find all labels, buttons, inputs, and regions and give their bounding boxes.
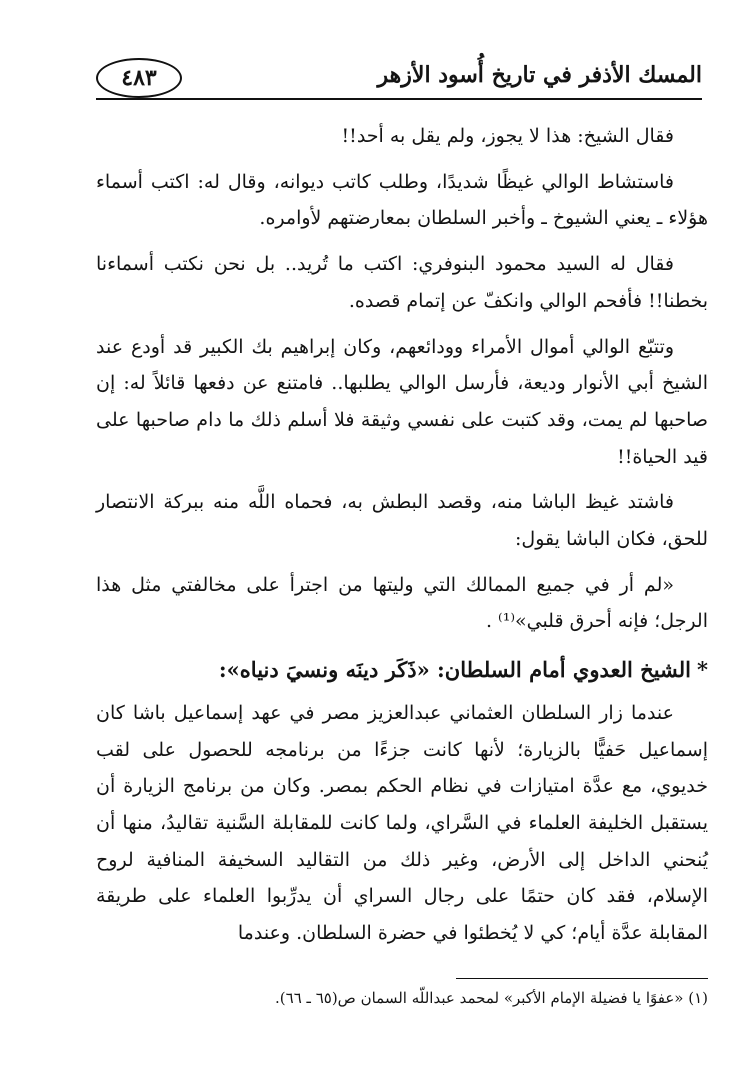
footnote-divider [456, 978, 708, 979]
paragraph: فاستشاط الوالي غيظًا شديدًا، وطلب كاتب ديوانه، وقال له: اكتب أسماء هؤلاء ـ يعني الشيوخ ـ وأخبر السلطان بمعارضتهم لأوامره. [96, 170, 708, 230]
main-text [96, 118, 708, 952]
section-heading-text: الشيخ العدوي أمام السلطان: «ذَكَر دينَه ونسيَ دنياه»: [218, 657, 692, 683]
paragraph: فقال الشيخ: هذا لا يجوز، ولم يقل به أحد!! [341, 125, 674, 147]
section-heading [96, 652, 708, 689]
paragraph: فقال له السيد محمود البنوفري: اكتب ما تُريد.. بل نحن نكتب أسماءنا بخطنا!! فأفحم الوالي وانكفّ عن إتمام قصده. [96, 253, 708, 312]
footnote: (١) «عفوًا يا فضيلة الإمام الأكبر» لمحمد عبداللّه السمان ص(٦٥ ـ ٦٦). [275, 989, 708, 1007]
page-header [96, 56, 702, 102]
star-icon: * [697, 657, 708, 683]
running-title: المسك الأذفر في تاريخ أُسود الأزهر [377, 62, 702, 88]
header-rule [96, 98, 702, 100]
paragraph: وتتبّع الوالي أموال الأمراء وودائعهم، وكان إبراهيم بك الكبير قد أودع عند الشيخ أبي الأنوار وديعة، فأرسل الوالي يطلبها.. فامتنع عن دفعها قائلاً له: إن صاحبها لم يمت، وقد كتبت على نفسي وثيقة فلا أسلم ذلك ما دام صاحبها على قيد الحياة!! [96, 335, 708, 468]
paragraph: فاشتد غيظ الباشا منه، وقصد البطش به، فحماه اللَّه منه ببركة الانتصار للحق، فكان الباشا يقول: [96, 491, 708, 551]
page-number: ٤٨٣ [121, 65, 157, 91]
paragraph: عندما زار السلطان العثماني عبدالعزيز مصر في عهد إسماعيل باشا كان إسماعيل حَفيًّا بالزيارة؛ لأنها كانت جزءًا من برنامجه للحصول على لقب خديوي، مع عدَّة امتيازات في نظام الحكم بمصر. وكان من برنامج الزيارة أن يستقبل الخليفة العلماء في السَّراي، ولما كانت للمقابلة السَّنية تقاليدُ، منها أن يُنحني الداخل إلى الأرض، وغير ذلك من التقاليد السخيفة المنافية لروح الإسلام، فقد كان حتمًا على رجال السراي أن يدرِّبوا العلماء على طريقة المقابلة عدَّة أيام؛ كي لا يُخطئوا في حضرة السلطان. وعندما [96, 701, 708, 945]
paragraph: «لم أر في جميع الممالك التي وليتها من اجترأ على مخالفتي مثل هذا الرجل؛ فإنه أحرق قلبي»⁽¹⁾ . [96, 573, 708, 633]
page-number-badge [96, 58, 182, 98]
